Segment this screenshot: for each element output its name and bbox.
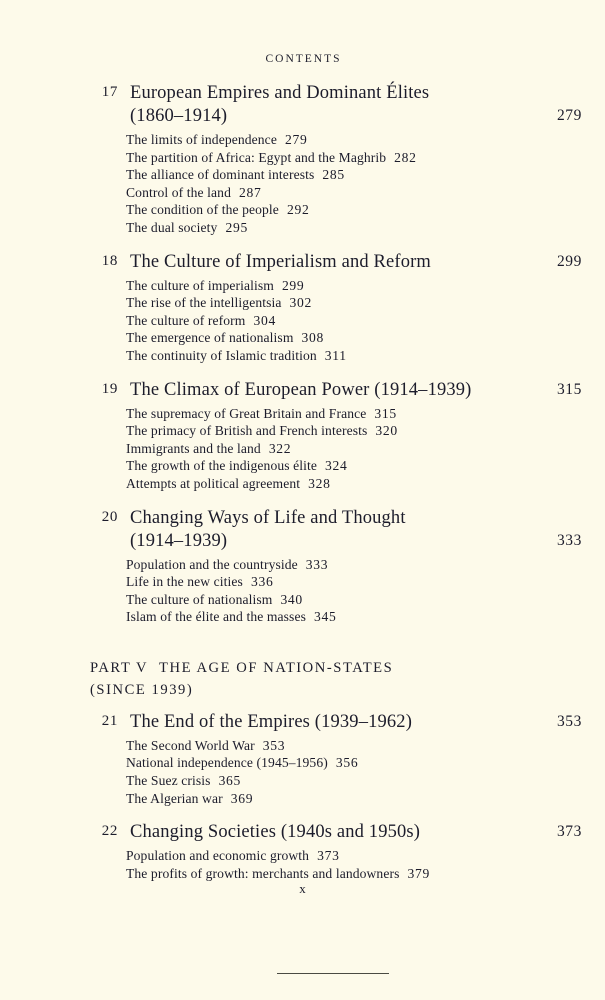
chapter-page-number: 315 [556,380,582,398]
section-title: The Algerian war [126,790,223,806]
section-page-number: 285 [322,167,345,183]
section-entry[interactable] [126,772,582,790]
section-page-number: 369 [230,790,254,806]
section-entry[interactable] [126,556,582,574]
chapter-list-part-five [88,711,582,883]
section-title: The alliance of dominant interests [126,167,315,183]
section-entry[interactable] [126,166,582,184]
chapter-title-line-2: (1914–1939) [130,530,228,551]
chapter-number: 20 [101,508,118,525]
chapter-title-line-1: The Climax of European Power (1914–1939) [130,379,472,400]
chapter-page-number: 299 [556,252,582,270]
section-page-number: 320 [375,423,398,439]
section-title: The culture of nationalism [126,591,273,607]
chapter-title-line-1: European Empires and Dominant Élites [130,83,430,103]
section-title: Islam of the élite and the masses [126,609,306,625]
chapter-title [130,251,502,274]
section-title: The growth of the indigenous élite [126,458,318,474]
section-entry[interactable] [126,312,582,330]
section-page-number: 353 [262,737,286,753]
section-list [126,405,582,493]
page-folio: x [299,881,306,896]
section-entry[interactable] [126,294,582,312]
section-page-number: 295 [225,219,248,235]
section-entry[interactable] [126,184,582,202]
section-entry[interactable] [126,847,582,865]
chapter-title [130,711,502,734]
part-label: PART V [90,659,149,676]
section-list [126,847,582,882]
section-page-number: 365 [218,773,242,789]
section-title: The Suez crisis [126,773,211,789]
chapter-title [130,507,502,553]
section-page-number: 304 [253,312,276,328]
section-title: The rise of the intelligentsia [126,295,282,311]
section-page-number: 379 [407,865,430,881]
section-title: National independence (1945–1956) [126,755,328,771]
section-entry[interactable] [126,790,582,808]
section-title: Immigrants and the land [126,440,261,456]
section-page-number: 279 [284,132,308,147]
section-entry[interactable] [126,591,582,609]
chapter-page-number: 279 [556,107,582,124]
chapter-title-line-1: Changing Societies (1940s and 1950s) [130,822,421,843]
part-title: THE AGE OF NATION-STATES [159,659,394,676]
section-page-number: 315 [374,405,397,421]
section-page-number: 345 [313,609,337,625]
chapter-title [130,82,502,128]
section-title: The limits of independence [126,132,277,147]
section-list [126,131,582,237]
section-entry[interactable] [126,347,582,365]
section-page-number: 299 [281,277,305,293]
section-page-number: 292 [286,202,310,218]
section-page-number: 373 [317,848,340,864]
section-title: Control of the land [126,184,231,200]
section-entry[interactable] [126,201,582,219]
section-entry[interactable] [126,277,582,295]
chapter-entry [88,379,582,493]
section-title: The culture of imperialism [126,277,274,293]
section-page-number: 324 [325,458,348,474]
running-head: CONTENTS [265,53,342,65]
section-page-number: 308 [301,330,324,346]
chapter-title-line-1: The Culture of Imperialism and Reform [130,251,431,272]
chapter-title-line-1: Changing Ways of Life and Thought [130,507,406,528]
chapter-entry [88,821,582,882]
section-entry[interactable] [126,131,582,149]
section-page-number: 336 [250,574,274,590]
chapter-heading[interactable] [88,82,582,128]
section-entry[interactable] [126,405,582,423]
section-title: Population and economic growth [126,848,310,864]
section-page-number: 287 [238,184,262,200]
chapter-title [130,821,502,844]
section-list [126,737,582,807]
section-page-number: 302 [289,295,313,311]
section-entry[interactable] [126,440,582,458]
bottom-rule [277,973,389,974]
section-page-number: 340 [280,591,303,607]
section-entry[interactable] [126,865,582,883]
section-entry[interactable] [126,608,582,626]
part-subtitle: (SINCE 1939) [90,681,194,698]
section-page-number: 328 [308,475,331,491]
section-title: Attempts at political agreement [126,475,301,491]
part-heading-line-1 [90,657,582,679]
section-entry[interactable] [126,457,582,475]
chapter-number: 18 [101,252,118,269]
chapter-list-part-four [88,82,582,626]
section-title: The supremacy of Great Britain and France [126,405,367,421]
section-title: The emergence of nationalism [126,330,294,346]
chapter-page-number: 353 [556,712,582,730]
chapter-number: 22 [101,823,118,840]
chapter-number: 21 [101,712,118,729]
section-page-number: 333 [305,556,329,572]
section-title: The partition of Africa: Egypt and the Maghrib [126,149,387,165]
section-title: The dual society [126,219,218,235]
section-entry[interactable] [126,219,582,237]
section-entry[interactable] [126,149,582,167]
section-title: The culture of reform [126,312,246,328]
section-list [126,556,582,626]
chapter-entry [88,82,582,237]
chapter-title-line-1: The End of the Empires (1939–1962) [130,711,413,732]
section-title: The profits of growth: merchants and landowners [126,865,400,881]
section-entry[interactable] [126,573,582,591]
chapter-title [130,379,502,402]
chapter-number: 19 [101,380,118,397]
section-title: Life in the new cities [126,574,243,590]
chapter-entry [88,711,582,807]
section-entry[interactable] [126,754,582,772]
section-entry[interactable] [126,329,582,347]
chapter-page-number: 373 [556,823,582,841]
chapter-number: 17 [101,84,118,100]
chapter-heading[interactable] [88,821,582,844]
section-page-number: 311 [324,347,347,363]
section-title: The condition of the people [126,202,279,218]
chapter-heading[interactable] [88,711,582,734]
chapter-heading[interactable] [88,507,582,553]
chapter-heading[interactable] [88,251,582,274]
chapter-page-number: 333 [556,531,582,549]
section-title: The Second World War [126,737,255,753]
chapter-entry [88,507,582,626]
section-list [126,277,582,365]
section-title: The primacy of British and French interests [126,423,368,439]
section-page-number: 322 [268,440,292,456]
section-title: Population and the countryside [126,556,298,572]
part-heading [90,657,582,701]
section-title: The continuity of Islamic tradition [126,347,317,363]
chapter-entry [88,251,582,365]
section-page-number: 282 [394,149,417,165]
section-entry[interactable] [126,422,582,440]
section-entry[interactable] [126,475,582,493]
chapter-title-line-2: (1860–1914) [130,106,228,126]
section-entry[interactable] [126,737,582,755]
section-page-number: 356 [335,755,359,771]
table-of-contents [88,82,582,896]
chapter-heading[interactable] [88,379,582,402]
